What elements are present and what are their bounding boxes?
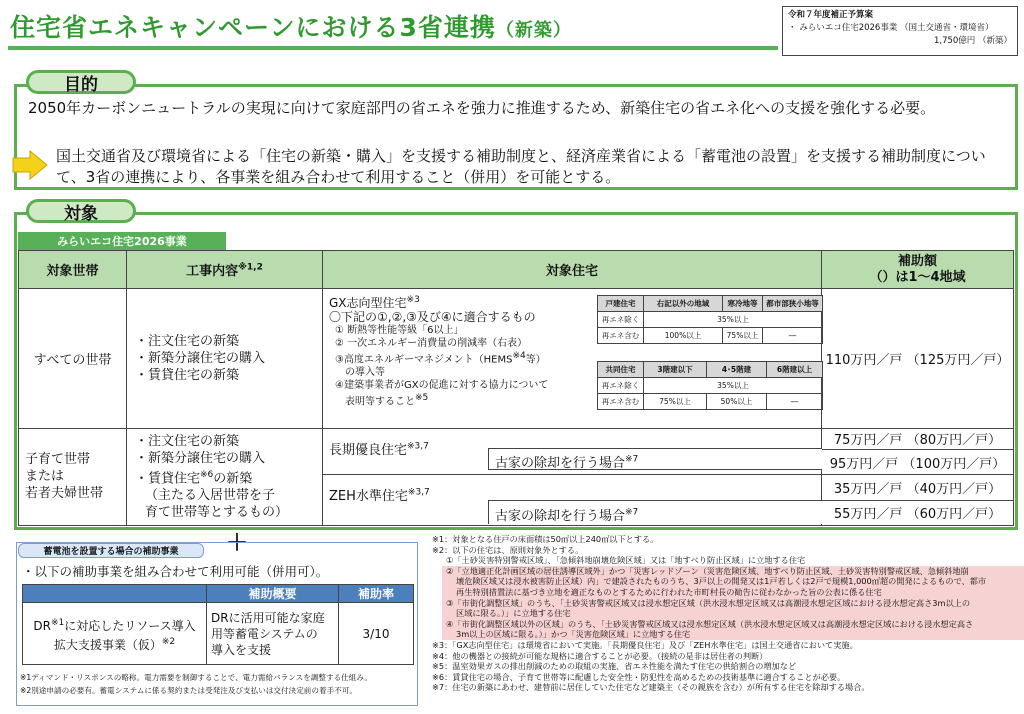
gx-title: GX志向型住宅$^{※3}$ bbox=[329, 295, 420, 311]
footnote: ※5：温室効果ガスの排出削減のための取組の実施、省エネ性能を満たす住宅の供給割合の増加など bbox=[432, 661, 797, 672]
footnote: ※6：賃貸住宅の場合、子育て世帯等に配慮した安全性・防犯性を高めるための技術基準に適合することが必要。 bbox=[432, 671, 846, 682]
purpose-text: 2050年カーボンニュートラルの実現に向けて家庭部門の省エネを強力に推進するため、新築住宅の省エネ化への支援を強化する必要。 bbox=[28, 99, 936, 117]
plus-symbol: ＋ bbox=[226, 531, 249, 556]
budget-line3: 1,750億円 （新築） bbox=[933, 36, 1012, 46]
page-title-sub: （新築） bbox=[495, 20, 572, 41]
battery-note-1: ※1ディマンド・リスポンスの略称。電力需要を制御することで、電力需給バランスを調整する仕組み。 bbox=[20, 673, 372, 682]
battery-program-name: DR$^{※1}$に対応したリソース導入 拡大支援事業（仮）$^{※2}$ bbox=[23, 603, 207, 665]
household-child: 子育て世帯 または 若者夫婦世帯 bbox=[19, 428, 127, 525]
header-housing: 対象住宅 bbox=[323, 251, 822, 289]
amount-long-demolish: 95万円／戸 （100万円／戸） bbox=[822, 449, 1014, 474]
amount-gx: 110万円／戸 （125万円／戸） bbox=[822, 289, 1014, 429]
footnote-highlight bbox=[442, 566, 1024, 640]
battery-intro: ・以下の補助事業を組み合わせて利用可能（併用可）。 bbox=[22, 564, 329, 579]
target-label: 対象 bbox=[26, 199, 136, 223]
gx-housing-cell: GX志向型住宅$^{※3}$ 〇下記の①,②,③及び④に適合するもの ① 断熱等性能等級「6以上」 ② 一次エネルギー消費量の削減率（右表） ③高度エネルギーマネジメント（HEMS$^{※4}$等） の導入等 ④建築事業者がGXの促進に対する協力について 表明等すること$^{※5}$ 戸建住宅 右記以外の地域 寒冷地等 都市部狭小地等 再エネ除く 35%以上 再エネ含む 100%以上 75%以上 ― 共同住宅 3階建以下 4･5階建 6階建以上 再エネ除く 35%以上 再エネ含む 75%以上 50%以上 ― bbox=[323, 289, 822, 429]
purpose-label: 目的 bbox=[26, 70, 136, 94]
long-life-housing: 長期優良住宅$^{※3,7}$ bbox=[323, 428, 822, 475]
demolish-long: 古家の除却を行う場合$^{※7}$ bbox=[488, 448, 822, 470]
gx-detached-table: 戸建住宅 右記以外の地域 寒冷地等 都市部狭小地等 再エネ除く 35%以上 再エネ含む 100%以上 75%以上 ― bbox=[597, 295, 823, 344]
demolish-zeh: 古家の除却を行う場合$^{※7}$ bbox=[488, 500, 822, 524]
page-title bbox=[10, 8, 572, 44]
amount-long: 75万円／戸 （80万円／戸） bbox=[822, 428, 1014, 449]
footnote: 再生特別措置法に基づき立地を適正なものとするために行われた市町村長の勧告に従わなかった旨の公表に係る住宅 bbox=[456, 586, 882, 597]
header-household: 対象世帯 bbox=[19, 251, 127, 289]
footnote: ※2：以下の住宅は、原則対象外とする。 bbox=[432, 544, 584, 555]
battery-header-overview: 補助概要 bbox=[207, 585, 339, 603]
footnote: ※4：他の機器との接続が可能な規格に適合することが必要。（接続の是非は居住者の判断） bbox=[432, 650, 768, 661]
header-subsidy: 補助額 （）は1～4地域 bbox=[822, 251, 1014, 289]
footnote: 3m以上の区域に限る。）」かつ「災害危険区域」に立地する住宅 bbox=[456, 629, 691, 640]
battery-rate: 3/10 bbox=[339, 603, 414, 665]
battery-table bbox=[22, 584, 414, 665]
household-all: すべての世帯 bbox=[19, 289, 127, 429]
header-work: 工事内容$^{※1,2}$ bbox=[127, 251, 323, 289]
footnote: ※3：「GX志向型住宅」は環境省において実施。「長期優良住宅」及び「ZEH水準住宅」は国土交通省において実施。 bbox=[432, 639, 858, 650]
footnote: ④「市街化調整区域以外の区域」のうち、「土砂災害警戒区域又は浸水想定区域（洪水浸水想定区域又は高潮浸水想定区域における浸水想定高さ bbox=[446, 618, 974, 629]
footnote: ※7：住宅の新築にあわせ、建替前に居住していた住宅など建築主（その親族を含む）が所有する住宅を除却する場合。 bbox=[432, 682, 870, 693]
program-tab: みらいエコ住宅2026事業 bbox=[18, 232, 226, 250]
amount-zeh: 35万円／戸 （40万円／戸） bbox=[822, 475, 1014, 500]
footnote: 壊危険区域又は浸水被害防止区域）内」で建設されたものうち、3戸以上の開発又は1戸若しくは2戸で規模1,000㎡超の開発によるもので、都市 bbox=[456, 576, 987, 587]
title-underline bbox=[8, 46, 778, 50]
subsidy-table bbox=[18, 250, 1014, 526]
battery-header-rate: 補助率 bbox=[339, 585, 414, 603]
zeh-housing: ZEH水準住宅$^{※3,7}$ bbox=[323, 475, 822, 526]
purpose-text-collab: 国土交通省及び環境省による「住宅の新築・購入」を支援する補助制度と、経済産業省による「蓄電池の設置」を支援する補助制度について、3省の連携により、各事業を組み合わせて利用すること（併用）を可能とする。 bbox=[56, 147, 986, 186]
footnotes bbox=[432, 534, 1016, 693]
amount-zeh-demolish: 55万円／戸 （60万円／戸） bbox=[822, 500, 1014, 525]
work-list-child: ・注文住宅の新築 ・新築分譲住宅の購入 ・賃貸住宅$^{※6}$の新築 （主たる入居世帯を子 育て世帯等とするもの） bbox=[127, 428, 323, 525]
page-title-main: 住宅省エネキャンペーンにおける3省連携 bbox=[10, 13, 496, 42]
footnote: 区域に限る。）」に立地する住宅 bbox=[456, 608, 571, 619]
battery-note-2: ※2別途申請の必要有。蓄電システムに係る契約または受発注及び支払いは交付決定前の着手不可。 bbox=[20, 686, 357, 695]
battery-tab: 蓄電池を設置する場合の補助事業 bbox=[18, 543, 204, 558]
work-list-all: ・注文住宅の新築 ・新築分譲住宅の購入 ・賃貸住宅の新築 bbox=[127, 289, 323, 429]
footnote: ②「立地適正化計画区域の居住誘導区域外」かつ「災害レッドゾーン（災害危険区域、地すべり防止区域、土砂災害特別警戒区域、急傾斜地崩 bbox=[446, 565, 969, 576]
battery-overview: DRに活用可能な家庭 用等蓄電システムの 導入を支援 bbox=[207, 603, 339, 665]
footnote: ③「市街化調整区域」のうち、「土砂災害警戒区域又は浸水想定区域（洪水浸水想定区域又は高潮浸水想定区域における浸水想定高さ3m以上の bbox=[446, 597, 971, 608]
arrow-right-icon bbox=[12, 150, 48, 180]
gx-apartment-table: 共同住宅 3階建以下 4･5階建 6階建以上 再エネ除く 35%以上 再エネ含む 75%以上 50%以上 ― bbox=[597, 361, 823, 410]
footnote: ①「土砂災害特別警戒区域」、「急傾斜地崩壊危険区域」又は「地すべり防止区域」に立地する住宅 bbox=[446, 555, 806, 566]
gx-condition: 〇下記の①,②,③及び④に適合するもの bbox=[329, 310, 536, 325]
budget-line2: ・ みらいエコ住宅2026事業 （国土交通省・環境省） bbox=[788, 23, 994, 33]
budget-box bbox=[782, 6, 1018, 56]
budget-line1: 令和７年度補正予算案 bbox=[788, 10, 874, 20]
footnote: ※1：対象となる住戸の床面積は50㎡以上240㎡以下とする。 bbox=[432, 534, 659, 544]
battery-header-blank bbox=[23, 585, 207, 603]
